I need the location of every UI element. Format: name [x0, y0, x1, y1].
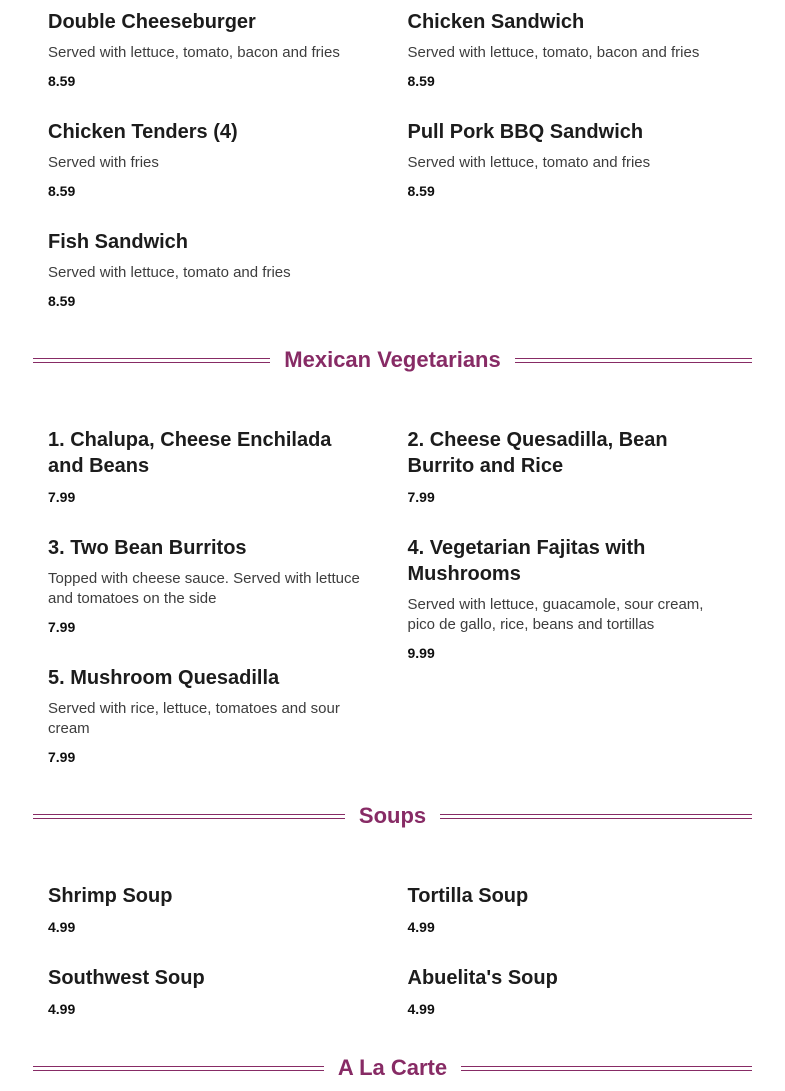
item-price: 8.59 — [48, 293, 76, 309]
item-description: Served with lettuce, tomato, bacon and fries — [407, 44, 700, 61]
menu-item — [48, 965, 371, 1019]
decorative-double-rule — [515, 358, 752, 363]
menu-column-right — [393, 9, 753, 339]
item-name: 2. Cheese Quesadilla, Bean Burrito and Rice — [407, 429, 668, 477]
item-description: Served with lettuce, tomato, bacon and fries — [48, 44, 340, 61]
item-name: 4. Vegetarian Fajitas with Mushrooms — [407, 537, 646, 585]
section-title: Soups — [358, 803, 427, 828]
item-price: 8.59 — [407, 73, 435, 89]
section-header-soups — [33, 803, 752, 829]
item-price: 9.99 — [407, 645, 435, 661]
item-description: Served with fries — [48, 154, 159, 171]
item-price: 8.59 — [48, 73, 76, 89]
menu-item — [408, 427, 731, 507]
menu-item — [48, 665, 371, 767]
menu-column-right — [393, 883, 753, 1047]
menu-columns — [33, 9, 752, 339]
item-name: Chicken Tenders (4) — [48, 121, 238, 143]
item-name: Southwest Soup — [48, 967, 205, 989]
menu-item — [408, 535, 731, 663]
item-description: Served with rice, lettuce, tomatoes and sour cream — [48, 700, 340, 737]
item-price: 8.59 — [407, 183, 435, 199]
menu-column-left — [33, 427, 393, 795]
decorative-double-rule — [33, 358, 270, 363]
section-header-mexican-vegetarians — [33, 347, 752, 373]
item-name: 5. Mushroom Quesadilla — [48, 667, 280, 689]
menu-section-soups — [33, 883, 752, 1047]
item-description: Served with lettuce, tomato and fries — [407, 154, 651, 171]
menu-column-right — [393, 427, 753, 795]
item-price: 4.99 — [407, 919, 435, 935]
menu-columns — [33, 427, 752, 795]
menu-item — [48, 229, 371, 311]
item-name: Pull Pork BBQ Sandwich — [407, 121, 644, 143]
menu-item — [408, 965, 731, 1019]
decorative-double-rule — [33, 1066, 324, 1071]
menu-item — [408, 883, 731, 937]
item-name: Fish Sandwich — [48, 231, 189, 253]
item-description: Topped with cheese sauce. Served with lettuce and tomatoes on the side — [48, 570, 360, 607]
decorative-double-rule — [440, 814, 752, 819]
item-price: 4.99 — [48, 1001, 76, 1017]
item-name: Tortilla Soup — [407, 885, 529, 907]
menu-item — [48, 883, 371, 937]
item-price: 8.59 — [48, 183, 76, 199]
menu-item — [48, 427, 371, 507]
item-name: 1. Chalupa, Cheese Enchilada and Beans — [48, 429, 332, 477]
section-title: Mexican Vegetarians — [284, 347, 501, 372]
item-name: Shrimp Soup — [48, 885, 173, 907]
item-price: 4.99 — [48, 919, 76, 935]
section-title: A La Carte — [337, 1055, 448, 1080]
menu-column-left — [33, 883, 393, 1047]
item-price: 7.99 — [48, 489, 76, 505]
decorative-double-rule — [33, 814, 345, 819]
menu-columns — [33, 883, 752, 1047]
menu-item — [48, 9, 371, 91]
item-price: 7.99 — [407, 489, 435, 505]
menu-item — [48, 535, 371, 637]
item-name: Abuelita's Soup — [407, 967, 558, 989]
item-description: Served with lettuce, tomato and fries — [48, 264, 291, 281]
menu-section-1 — [33, 9, 752, 339]
section-header-a-la-carte — [33, 1055, 752, 1081]
item-price: 7.99 — [48, 749, 76, 765]
menu-item — [408, 119, 731, 201]
item-name: Double Cheeseburger — [48, 11, 256, 33]
decorative-double-rule — [461, 1066, 752, 1071]
item-name: 3. Two Bean Burritos — [48, 537, 247, 559]
menu-item — [48, 119, 371, 201]
menu-column-left — [33, 9, 393, 339]
menu-item — [408, 9, 731, 91]
item-name: Chicken Sandwich — [407, 11, 585, 33]
menu-section-mexican-vegetarians — [33, 427, 752, 795]
item-price: 7.99 — [48, 619, 76, 635]
item-price: 4.99 — [407, 1001, 435, 1017]
item-description: Served with lettuce, guacamole, sour cream, pico de gallo, rice, beans and tortillas — [407, 596, 704, 633]
